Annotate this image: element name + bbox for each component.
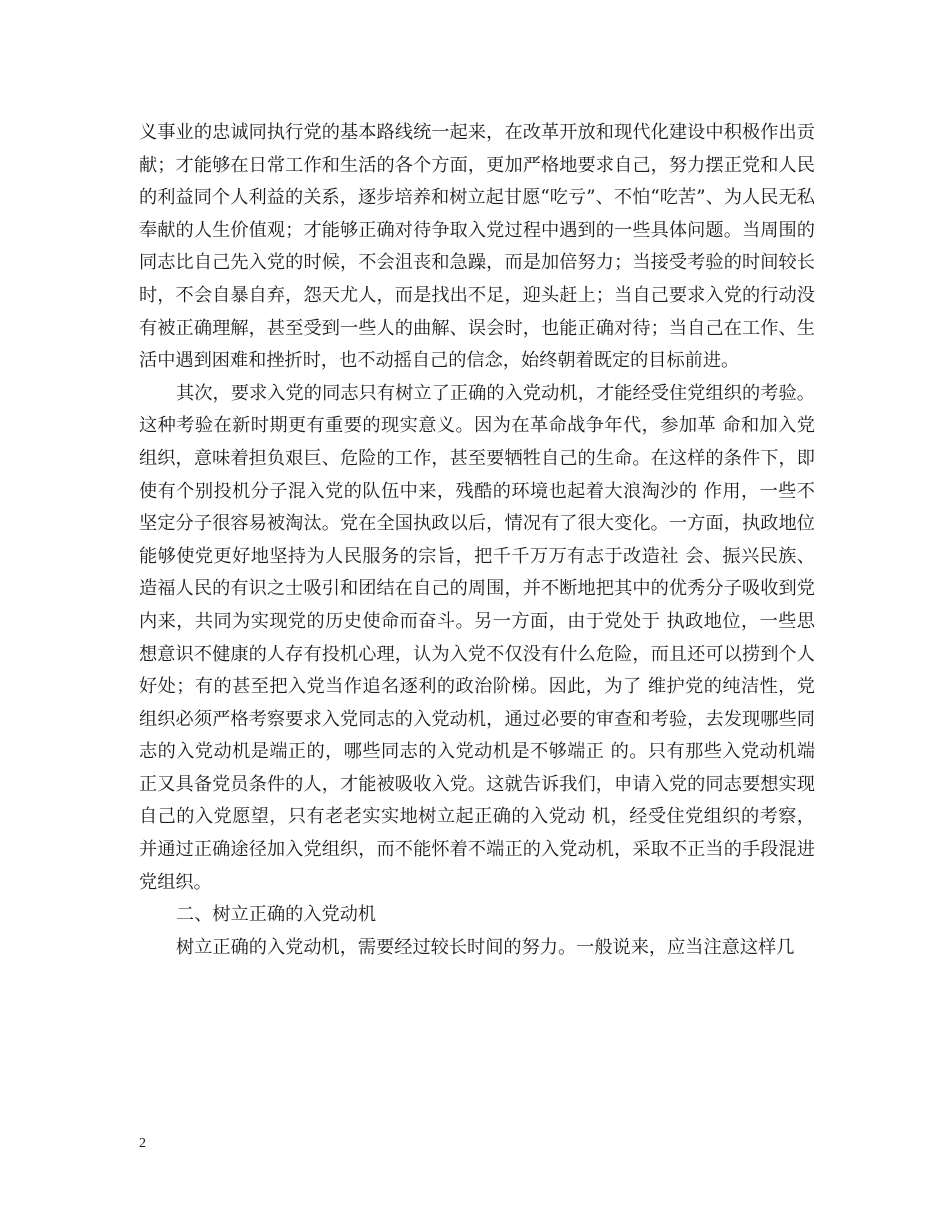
paragraph-3: 树立正确的入党动机，需要经过较长时间的努力。一般说来，应当注意这样几 xyxy=(176,936,795,958)
paragraph-2: 其次，要求入党的同志只有树立了正确的入党动机，才能经受住党组织的考验。这种考验在新时期更有重要的现实意义。因为在革命战争年代，参加革 命和加入党组织，意味着担负艰巨、危险的工作，甚至要牺牲自己的生命。在这样的条件下，即使有个别投机分子混入党的队伍中来，残酷的环境也起着大浪淘沙的 作用，一些不坚定分子很容易被淘汰。党在全国执政以后，情况有了很大变化。一方面，执政地位能够使党更好地坚持为人民服务的宗旨，把千千万万有志于改造社 会、振兴民族、造福人民的有识之士吸引和团结在自己的周围，并不断地把其中的优秀分子吸收到党内来，共同为实现党的历史使命而奋斗。另一方面，由于党处于 执政地位，一些思想意识不健康的人存有投机心理，认为入党不仅没有什么危险，而且还可以捞到个人好处；有的甚至把入党当作追名逐利的政治阶梯。因此，为了 维护党的纯洁性，党组织必须严格考察要求入党同志的入党动机，通过必要的审查和考验，去发现哪些同志的入党动机是端正的，哪些同志的入党动机是不够端正 的。只有那些入党动机端正又具备党员条件的人，才能被吸收入党。这就告诉我们，申请入党的同志要想实现自己的入党愿望，只有老老实实地树立起正确的入党动 机，经受住党组织的考察，并通过正确途径加入党组织，而不能怀着不端正的入党动机，采取不正当的手段混进党组织。 xyxy=(139,382,815,893)
document-body xyxy=(139,117,815,964)
paragraph-1: 义事业的忠诚同执行党的基本路线统一起来，在改革开放和现代化建设中积极作出贡献；才能够在日常工作和生活的各个方面，更加严格地要求自己，努力摆正党和人民的利益同个人利益的关系，逐步培养和树立起甘愿“吃亏”、不怕“吃苦”、为人民无私奉献的人生价值观；才能够正确对待争取入党过程中遇到的一些具体问题。当周围的同志比自己先入党的时候，不会沮丧和急躁，而是加倍努力；当接受考验的时间较长时，不会自暴自弃，怨天尤人，而是找出不足，迎头赶上；当自己要求入党的行动没有被正确理解，甚至受到一些人的曲解、误会时，也能正确对待；当自己在工作、生活中遇到困难和挫折时，也不动摇自己的信念，始终朝着既定的目标前进。 xyxy=(139,122,815,372)
section-heading: 二、树立正确的入党动机 xyxy=(176,904,377,926)
page-number: 2 xyxy=(139,1136,146,1151)
